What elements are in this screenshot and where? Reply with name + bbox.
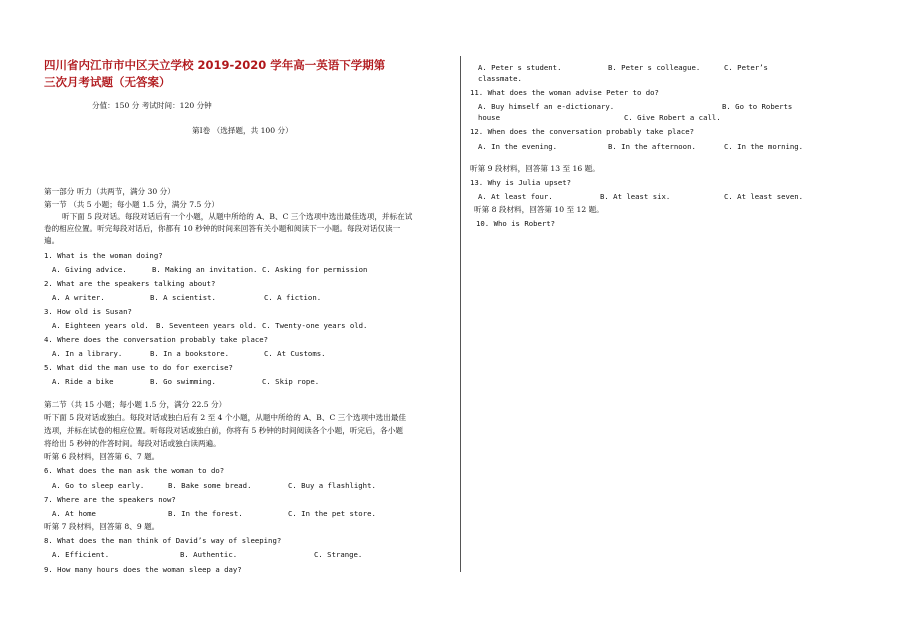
section2-instr1: 听下面 5 段对话或独白。每段对话或独白后有 2 至 4 个小题，从题中所给的 A、B、C 三个选项中选出最佳 <box>44 413 407 422</box>
question-10-option-cont: classmate. <box>478 74 522 83</box>
option-a: A. Eighteen years old. <box>52 321 149 330</box>
option-c: C. Give Robert a call. <box>624 113 721 122</box>
material-9: 听第 9 段材料，回答第 13 至 16 题。 <box>470 164 600 173</box>
question-1: 1. What is the woman doing? <box>44 251 163 260</box>
option-b: B. Go to Roberts <box>722 102 793 111</box>
option-c: C. Peter’s <box>724 63 768 72</box>
question-12: 12. When does the conversation probably take place? <box>470 127 695 136</box>
option-a: A. Giving advice. <box>52 265 127 274</box>
score-time: 分值：150 分 考试时间：120 分钟 <box>92 101 212 110</box>
question-13: 13. Why is Julia upset? <box>470 178 572 187</box>
option-c: C. Strange. <box>314 550 363 559</box>
option-c: C. At Customs. <box>264 349 326 358</box>
option-a: A. Efficient. <box>52 550 110 559</box>
material-7: 听第 7 段材料，回答第 8、9 题。 <box>44 522 160 531</box>
option-c: C. Skip rope. <box>262 377 320 386</box>
option-b: B. Peter s colleague. <box>608 63 701 72</box>
exam-title-line2: 三次月考试题（无答案） <box>44 75 171 89</box>
option-c: C. Twenty-one years old. <box>262 321 368 330</box>
option-b: B. In a bookstore. <box>150 349 230 358</box>
column-divider <box>460 56 461 572</box>
option-c: C. At least seven. <box>724 192 804 201</box>
question-9: 9. How many hours does the woman sleep a day? <box>44 565 242 574</box>
option-b: B. Bake some bread. <box>168 481 252 490</box>
option-c: C. Buy a flashlight. <box>288 481 376 490</box>
option-b: B. Making an invitation. <box>152 265 258 274</box>
option-c: C. In the pet store. <box>288 509 376 518</box>
option-a: A. At home <box>52 509 96 518</box>
question-3: 3. How old is Susan? <box>44 307 132 316</box>
option-a: A. Ride a bike <box>52 377 114 386</box>
option-b: B. Go swimming. <box>150 377 216 386</box>
material-6: 听第 6 段材料，回答第 6、7 题。 <box>44 452 160 461</box>
option-c: C. Asking for permission <box>262 265 368 274</box>
instruction-line3: 遍。 <box>44 236 60 245</box>
material-8: 听第 8 段材料，回答第 10 至 12 题。 <box>474 205 604 214</box>
exam-title-line1: 四川省内江市市中区天立学校 2019-2020 学年高一英语下学期第 <box>44 58 386 72</box>
section2-heading: 第二节（共 15 小题；每小题 1.5 分，满分 22.5 分） <box>44 400 227 409</box>
question-5: 5. What did the man use to do for exercise? <box>44 363 233 372</box>
option-a: A. In a library. <box>52 349 123 358</box>
instruction-line2: 卷的相应位置。听完每段对话后，你都有 10 秒钟的时间来回答有关小题和阅读下一小题。每段对话仅读一 <box>44 224 401 233</box>
option-b: B. At least six. <box>600 192 671 201</box>
question-7: 7. Where are the speakers now? <box>44 495 176 504</box>
option-a: A. A writer. <box>52 293 105 302</box>
option-c: C. A fiction. <box>264 293 322 302</box>
question-2: 2. What are the speakers talking about? <box>44 279 216 288</box>
part1-heading: 第一部分 听力（共两节，满分 30 分） <box>44 187 175 196</box>
option-b: B. A scientist. <box>150 293 216 302</box>
option-a: A. In the evening. <box>478 142 558 151</box>
volume-heading: 第Ⅰ卷 （选择题，共 100 分） <box>192 126 293 135</box>
question-4: 4. Where does the conversation probably take place? <box>44 335 269 344</box>
option-b: B. Seventeen years old. <box>156 321 258 330</box>
instruction-line1: 听下面 5 段对话。每段对话后有一个小题，从题中所给的 A、B、C 三个选项中选出最佳选项，并标在试 <box>62 212 413 221</box>
option-b: B. In the forest. <box>168 509 243 518</box>
question-8: 8. What does the man think of David’s way of sleeping? <box>44 536 282 545</box>
option-a: A. Buy himself an e-dictionary. <box>478 102 615 111</box>
section2-instr2: 选项，并标在试卷的相应位置。听每段对话或独白前，你将有 5 秒钟的时间阅读各个小题，听完后，各小题 <box>44 426 403 435</box>
section2-instr3: 将给出 5 秒钟的作答时间。每段对话或独白读两遍。 <box>44 439 221 448</box>
question-11: 11. What does the woman advise Peter to do? <box>470 88 659 97</box>
option-b: B. In the afternoon. <box>608 142 696 151</box>
section1-heading: 第一节 （共 5 小题；每小题 1.5 分，满分 7.5 分） <box>44 200 219 209</box>
option-b-cont: house <box>478 113 500 122</box>
question-10: 10. Who is Robert? <box>476 219 556 228</box>
option-b: B. Authentic. <box>180 550 238 559</box>
question-6: 6. What does the man ask the woman to do? <box>44 466 225 475</box>
option-a: A. Peter s student. <box>478 63 562 72</box>
option-a: A. At least four. <box>478 192 553 201</box>
option-c: C. In the morning. <box>724 142 804 151</box>
option-a: A. Go to sleep early. <box>52 481 145 490</box>
